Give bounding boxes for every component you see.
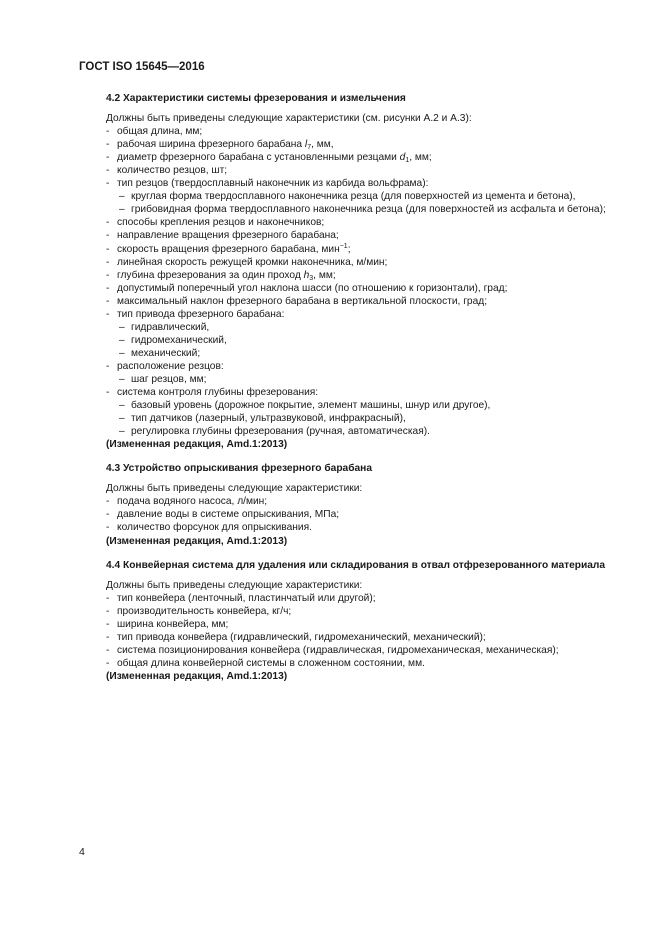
list-item [106,229,622,242]
list-item [106,605,622,618]
section-4-2 [106,92,622,451]
list-item-text: базовый уровень (дорожное покрытие, элемент машины, шнур или другое), [131,400,491,412]
section-heading: 4.3 Устройство опрыскивания фрезерного барабана [106,463,372,475]
amendment-note: (Измененная редакция, Amd.1:2013) [106,670,288,682]
list-item-text: система контроля глубины фрезерования: [117,387,319,399]
dash-marker: - [106,152,110,164]
dash-marker: - [106,165,110,177]
dash-marker: - [106,269,110,281]
list-item [106,216,622,229]
list-item-text: производительность конвейера, кг/ч; [117,605,292,617]
dash-marker: - [106,592,110,604]
list-item-text: направление вращения фрезерного барабана; [117,230,339,242]
amendment-note: (Измененная редакция, Amd.1:2013) [106,535,288,547]
variable-symbol: h [303,269,310,281]
dash-marker: – [119,347,125,359]
list-item-text: давление воды в системе опрыскивания, МПа; [117,509,340,521]
list-item-text: скорость вращения фрезерного барабана, мин [117,243,340,255]
dash-marker: - [106,243,110,255]
list-item [106,243,622,256]
sub-list-item [119,412,622,425]
section-intro: Должны быть приведены следующие характеристики (см. рисунки А.2 и А.3): [106,113,472,125]
list-item-text: гидромеханический, [131,334,227,346]
list-item-text: количество резцов, шт; [117,165,228,177]
variable-symbol: l [304,139,308,151]
list-item [106,151,622,164]
sub-list-item [119,334,622,347]
variable-subscript: 1 [405,157,410,165]
list-item-text: диаметр фрезерного барабана с установленными резцами [117,152,400,164]
list-item [106,125,622,138]
list-item-text: тип датчиков (лазерный, ультразвуковой, инфракрасный), [131,413,406,425]
dash-marker: - [106,217,110,229]
list-item-text: общая длина, мм; [117,126,203,138]
sub-list-item [119,347,622,360]
section-heading: 4.2 Характеристики системы фрезерования и измельчения [106,93,406,104]
list-item-text: , мм, [311,139,334,151]
sub-list-item [119,321,622,334]
list-item-text: гидравлический, [131,321,210,333]
dash-marker: - [106,644,110,656]
list-item-text: общая длина конвейерной системы в сложенном состоянии, мм. [117,657,425,669]
list-item [106,138,622,151]
list-item [106,256,622,269]
amendment-note: (Измененная редакция, Amd.1:2013) [106,439,288,451]
list-item-text: способы крепления резцов и наконечников; [117,217,325,229]
list-item-text: регулировка глубины фрезерования (ручная, автоматическая). [131,426,430,438]
list-item-text: круглая форма твердосплавного наконечника резца (для поверхностей из цемента и бетона), [131,191,576,203]
document-header: ГОСТ ISO 15645—2016 [79,61,205,73]
dash-marker: - [106,618,110,630]
list-item [106,295,622,308]
list-item [106,521,622,534]
list-item-text: тип резцов (твердосплавный наконечник из карбида вольфрама): [117,178,429,190]
dash-marker: - [106,631,110,643]
sub-list-item [119,425,622,438]
list-item [106,269,622,282]
dash-marker: - [106,657,110,669]
list-item-text: расположение резцов: [117,360,224,372]
list-item-text: допустимый поперечный угол наклона шасси (по отношению к горизонтали), град; [117,282,508,294]
dash-marker: - [106,360,110,372]
section-4-3 [106,462,622,547]
list-item-text: , мм; [409,152,432,164]
dash-marker: - [106,509,110,521]
list-item-text: тип привода конвейера (гидравлический, гидромеханический, механический); [117,631,486,643]
list-item [106,282,622,295]
document-body [106,92,622,694]
dash-marker: - [106,230,110,242]
list-item-text: тип привода фрезерного барабана: [117,308,285,320]
sub-list-item [119,373,622,386]
list-item [106,495,622,508]
dash-marker: - [106,256,110,268]
section-intro: Должны быть приведены следующие характеристики: [106,483,363,495]
list-item-text: механический; [131,347,201,359]
variable-symbol: d [399,152,406,164]
dash-marker: – [119,373,125,385]
list-item-text: подача водяного насоса, л/мин; [117,496,268,508]
dash-marker: – [119,191,125,203]
list-item [106,644,622,657]
list-item-text: ; [347,243,351,255]
variable-subscript: 7 [307,144,312,152]
sub-list-item [119,399,622,412]
sub-list-item [119,190,622,203]
list-item-text: , мм; [313,269,336,281]
list-item-text: шаг резцов, мм; [131,373,207,385]
dash-marker: - [106,126,110,138]
dash-marker: - [106,496,110,508]
list-item [106,177,622,190]
dash-marker: - [106,605,110,617]
list-item-text: ширина конвейера, мм; [117,618,229,630]
list-item [106,308,622,321]
list-item-text: линейная скорость режущей кромки наконечника, м/мин; [117,256,388,268]
list-item [106,618,622,631]
dash-marker: – [119,400,125,412]
unit-superscript: −1 [339,242,348,250]
section-intro: Должны быть приведены следующие характеристики: [106,579,363,591]
dash-marker: - [106,308,110,320]
dash-marker: – [119,426,125,438]
list-item-text: глубина фрезерования за один проход [117,269,304,281]
dash-marker: – [119,204,125,216]
section-4-4 [106,559,622,683]
sub-list-item [119,203,622,216]
dash-marker: - [106,295,110,307]
list-item [106,508,622,521]
list-item-text: тип конвейера (ленточный, пластинчатый или другой); [117,592,376,604]
dash-marker: – [119,321,125,333]
page-number: 4 [79,846,85,858]
dash-marker: - [106,522,110,534]
list-item [106,592,622,605]
list-item [106,631,622,644]
list-item [106,386,622,399]
list-item-text: количество форсунок для опрыскивания. [117,522,312,534]
list-item-text: система позиционирования конвейера (гидравлическая, гидромеханическая, механическая); [117,644,559,656]
list-item-text: максимальный наклон фрезерного барабана в вертикальной плоскости, град; [117,295,488,307]
dash-marker: – [119,334,125,346]
list-item [106,360,622,373]
list-item-text: грибовидная форма твердосплавного наконечника резца (для поверхностей из асфальта и бетона); [131,204,606,216]
dash-marker: - [106,139,110,151]
dash-marker: - [106,387,110,399]
dash-marker: - [106,282,110,294]
list-item-text: рабочая ширина фрезерного барабана [117,139,305,151]
dash-marker: - [106,178,110,190]
section-heading: 4.4 Конвейерная система для удаления или складирования в отвал отфрезерованного материала [106,559,606,571]
list-item [106,164,622,177]
variable-subscript: 3 [309,274,314,282]
dash-marker: – [119,413,125,425]
list-item [106,657,622,670]
